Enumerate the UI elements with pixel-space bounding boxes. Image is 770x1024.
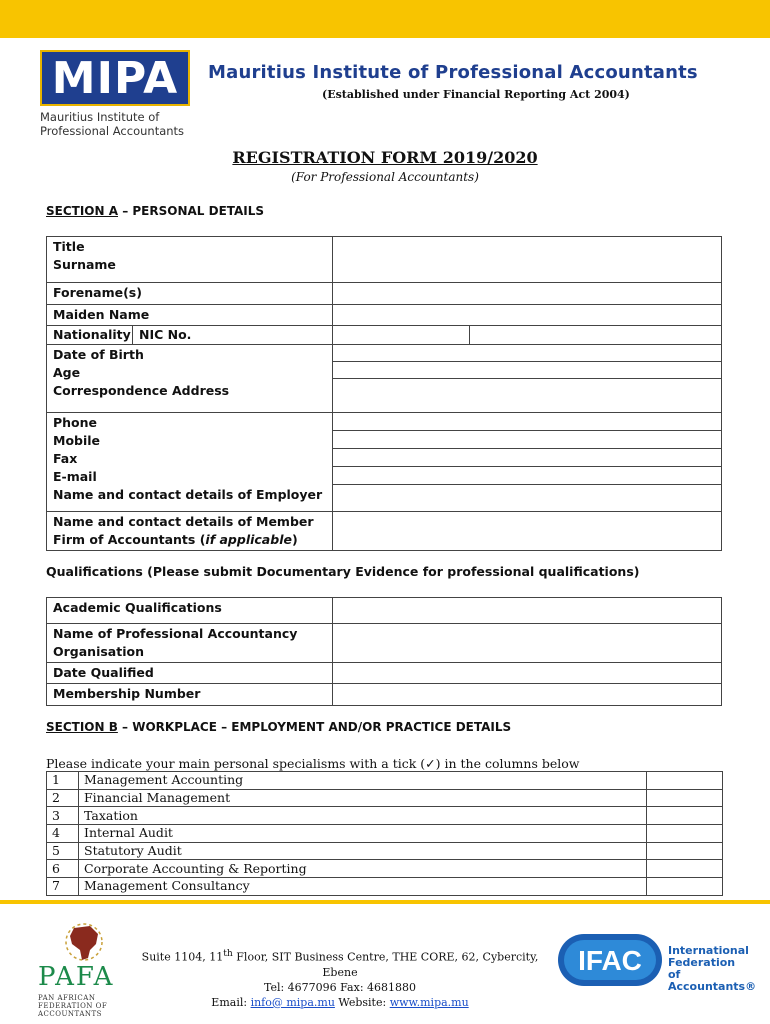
- label-contact-details: Phone Mobile Fax E-mail Name and contact details of Employer: [47, 413, 333, 512]
- establishment-note: (Established under Financial Reporting Act 2004): [322, 88, 630, 101]
- specialism-number: 3: [47, 807, 79, 825]
- specialism-row: [47, 772, 723, 790]
- label-member-firm: Name and contact details of Member Firm of Accountants (if applicable): [47, 512, 333, 551]
- input-forenames[interactable]: [332, 283, 721, 305]
- specialism-tick-cell[interactable]: [647, 842, 723, 860]
- input-member-firm[interactable]: [332, 512, 721, 551]
- specialism-tick-cell[interactable]: [647, 789, 723, 807]
- label-academic-qualifications: Academic Qualifications: [47, 598, 333, 624]
- specialism-label: Management Accounting: [79, 772, 647, 790]
- input-professional-organisation[interactable]: [332, 624, 721, 663]
- personal-details-table: [46, 236, 722, 551]
- section-b-heading: SECTION B – WORKPLACE – EMPLOYMENT AND/OR PRACTICE DETAILS: [46, 720, 512, 734]
- specialism-number: 7: [47, 878, 79, 896]
- label-forenames: Forename(s): [47, 283, 333, 305]
- specialism-label: Management Consultancy: [79, 878, 647, 896]
- svg-text:IFAC: IFAC: [578, 945, 642, 976]
- label-professional-organisation: Name of Professional Accountancy Organisation: [47, 624, 333, 663]
- label-maiden-name: Maiden Name: [47, 305, 333, 326]
- input-membership-number[interactable]: [332, 684, 721, 706]
- specialism-label: Internal Audit: [79, 825, 647, 843]
- footer-tel-fax: Tel: 4677096 Fax: 4681880: [263, 980, 417, 994]
- input-nic[interactable]: [470, 326, 722, 345]
- input-date-qualified[interactable]: [332, 663, 721, 684]
- ifac-logo-icon: [556, 930, 664, 990]
- input-contact-details[interactable]: [332, 413, 721, 512]
- input-title-surname[interactable]: [332, 237, 721, 283]
- specialism-row: [47, 825, 723, 843]
- specialism-tick-cell[interactable]: [647, 878, 723, 896]
- specialisms-intro: Please indicate your main personal specialisms with a tick (✓) in the columns below: [46, 756, 580, 771]
- mipa-logo-subtitle: Mauritius Institute of Professional Accountants: [40, 110, 185, 138]
- specialism-number: 5: [47, 842, 79, 860]
- footer-divider: [0, 900, 770, 904]
- specialism-row: [47, 807, 723, 825]
- label-title-surname: Title Surname: [47, 237, 333, 283]
- input-dob-age-address[interactable]: [332, 345, 721, 413]
- qualifications-note: Qualifications (Please submit Documentary Evidence for professional qualifications): [46, 564, 640, 579]
- specialism-number: 2: [47, 789, 79, 807]
- label-nationality-nic: Nationality NIC No.: [47, 326, 333, 345]
- form-title: REGISTRATION FORM 2019/2020: [232, 148, 538, 167]
- specialism-row: [47, 842, 723, 860]
- top-banner: [0, 0, 770, 38]
- specialism-tick-cell[interactable]: [647, 860, 723, 878]
- specialism-tick-cell[interactable]: [647, 807, 723, 825]
- specialism-label: Statutory Audit: [79, 842, 647, 860]
- specialism-row: [47, 878, 723, 896]
- specialisms-table: [46, 771, 723, 896]
- label-membership-number: Membership Number: [47, 684, 333, 706]
- organisation-name: Mauritius Institute of Professional Accountants: [208, 62, 698, 83]
- pafa-logo-subtitle: PAN AFRICAN FEDERATION OF ACCOUNTANTS: [38, 994, 108, 1018]
- input-nationality[interactable]: [332, 326, 470, 345]
- label-date-qualified: Date Qualified: [47, 663, 333, 684]
- specialism-number: 6: [47, 860, 79, 878]
- specialism-label: Financial Management: [79, 789, 647, 807]
- pafa-logo-name: PAFA: [38, 962, 115, 992]
- form-subtitle: (For Professional Accountants): [291, 170, 479, 184]
- footer-contact: Suite 1104, 11th Floor, SIT Business Centre, THE CORE, 62, Cybercity, Ebene Tel: 4677096 Fax: 4681880 Email: info@ mipa.mu Website: www.mipa.mu: [130, 946, 550, 1010]
- specialism-tick-cell[interactable]: [647, 772, 723, 790]
- ifac-logo-name: International Federation of Accountants®: [668, 944, 757, 993]
- specialism-number: 4: [47, 825, 79, 843]
- specialism-label: Taxation: [79, 807, 647, 825]
- label-dob-age-address: Date of Birth Age Correspondence Address: [47, 345, 333, 413]
- footer-address: Suite 1104, 11th Floor, SIT Business Centre, THE CORE, 62, Cybercity, Ebene: [141, 948, 539, 979]
- row-title-surname: [47, 237, 722, 283]
- website-link[interactable]: www.mipa.mu: [389, 995, 469, 1009]
- mipa-logo: MIPA: [40, 50, 190, 106]
- email-link[interactable]: info@ mipa.mu: [250, 995, 335, 1009]
- specialism-row: [47, 860, 723, 878]
- specialism-number: 1: [47, 772, 79, 790]
- input-maiden-name[interactable]: [332, 305, 721, 326]
- input-academic-qualifications[interactable]: [332, 598, 721, 624]
- specialism-row: [47, 789, 723, 807]
- section-a-heading: SECTION A – PERSONAL DETAILS: [46, 204, 265, 218]
- specialism-label: Corporate Accounting & Reporting: [79, 860, 647, 878]
- qualifications-table: [46, 597, 722, 706]
- specialism-tick-cell[interactable]: [647, 825, 723, 843]
